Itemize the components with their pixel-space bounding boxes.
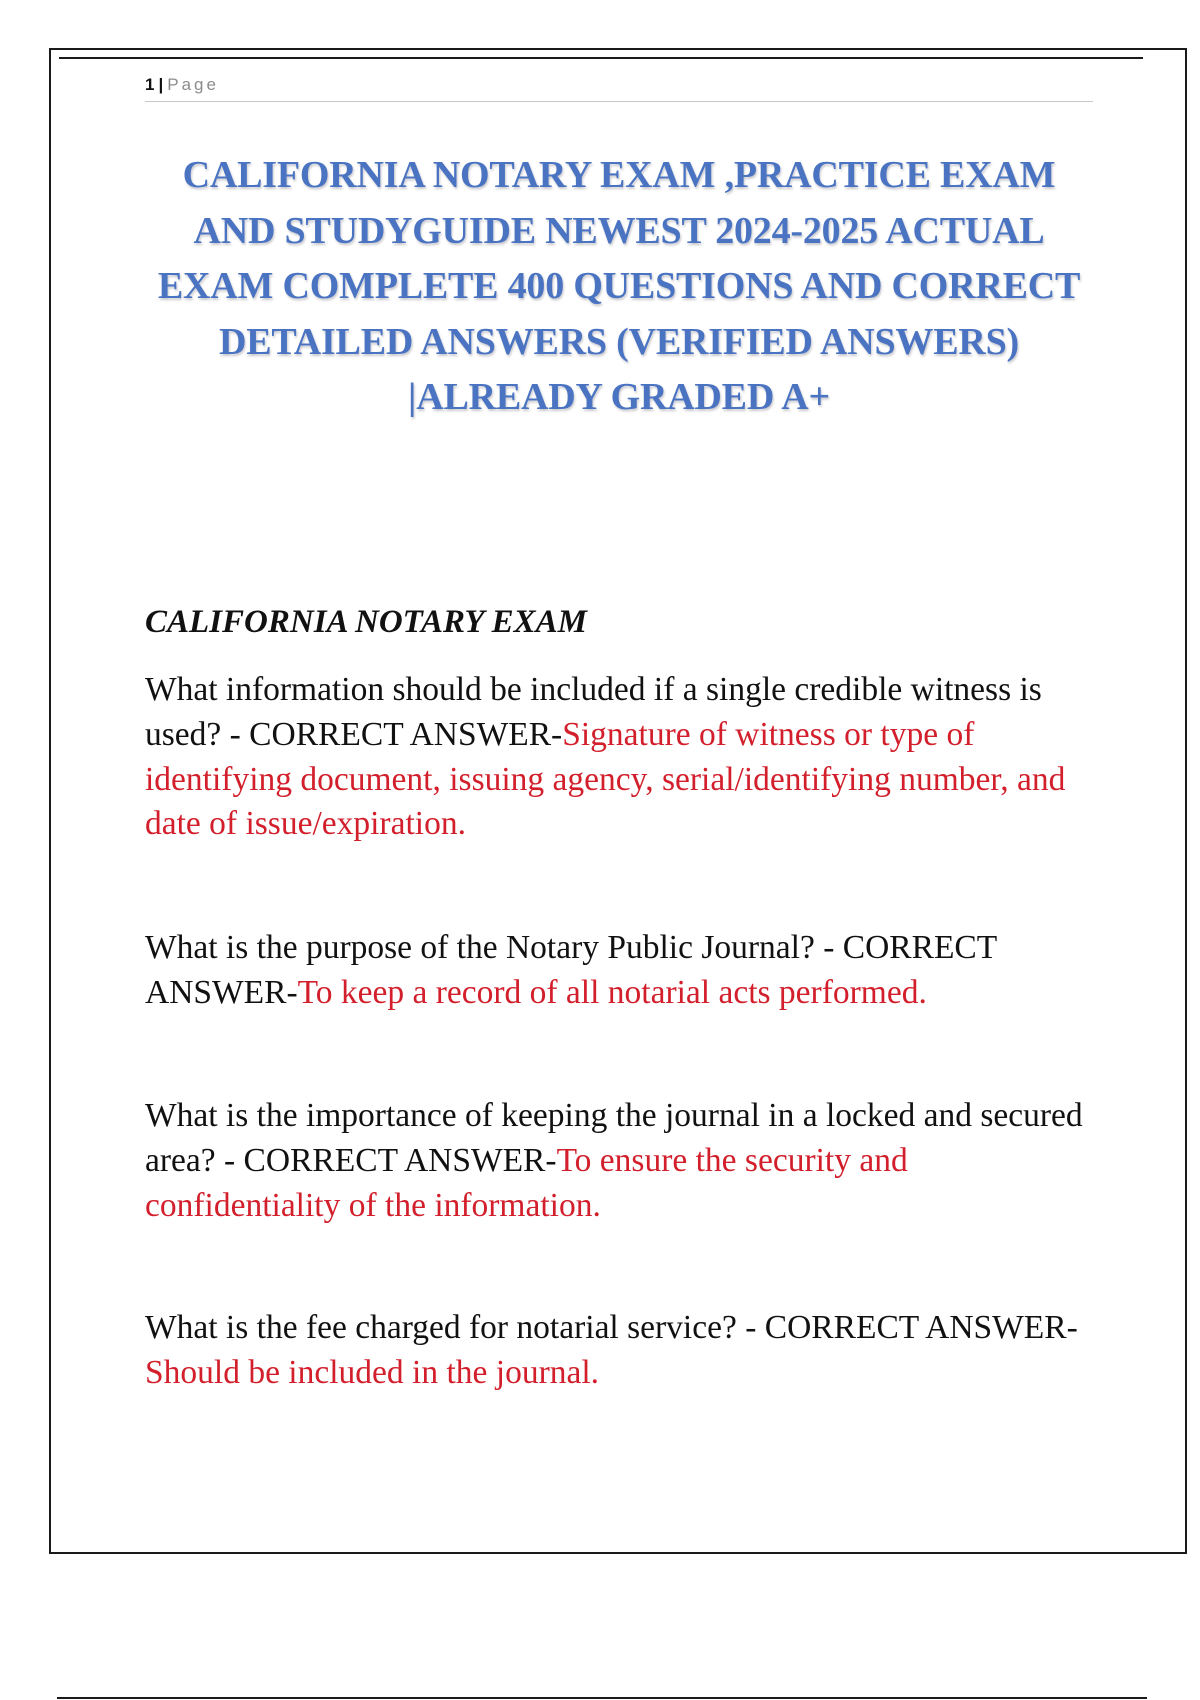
question-text: What is the fee charged for notarial service? - CORRECT ANSWER- [145,1309,1078,1346]
qa-item [145,926,1105,1016]
section-heading: CALIFORNIA NOTARY EXAM [145,604,587,640]
answer-text: To keep a record of all notarial acts performed. [297,973,927,1011]
page-number: 1 [145,75,155,94]
page-header [145,75,1093,102]
question-text: What is the importance of keeping the journal in a locked and secured area? - CORRECT ANSWER- [145,1097,1083,1179]
bottom-rule [57,1697,1147,1699]
answer-text: Signature of witness or type of identifying document, issuing agency, serial/identifying number, and date of issue/expiration. [145,715,1066,843]
page-separator: | [158,75,164,94]
document-title: CALIFORNIA NOTARY EXAM ,PRACTICE EXAM AND STUDYGUIDE NEWEST 2024-2025 ACTUAL EXAM COMPLETE 400 QUESTIONS AND CORRECT DETAILED ANSWERS (VERIFIED ANSWERS) |ALREADY GRADED A+ [157,154,1081,418]
answer-text: To ensure the security and confidentiality of the information. [145,1141,908,1224]
page-frame [49,48,1187,1554]
question-text: What information should be included if a single credible witness is used? - CORRECT ANSWER- [145,671,1042,753]
qa-item [145,668,1105,847]
qa-item [145,1306,1105,1396]
question-text: What is the purpose of the Notary Public Journal? - CORRECT ANSWER- [145,929,997,1011]
qa-item [145,1094,1105,1228]
top-rule [59,57,1143,59]
answer-text: Should be included in the journal. [145,1353,600,1391]
page-label: Page [167,75,219,94]
